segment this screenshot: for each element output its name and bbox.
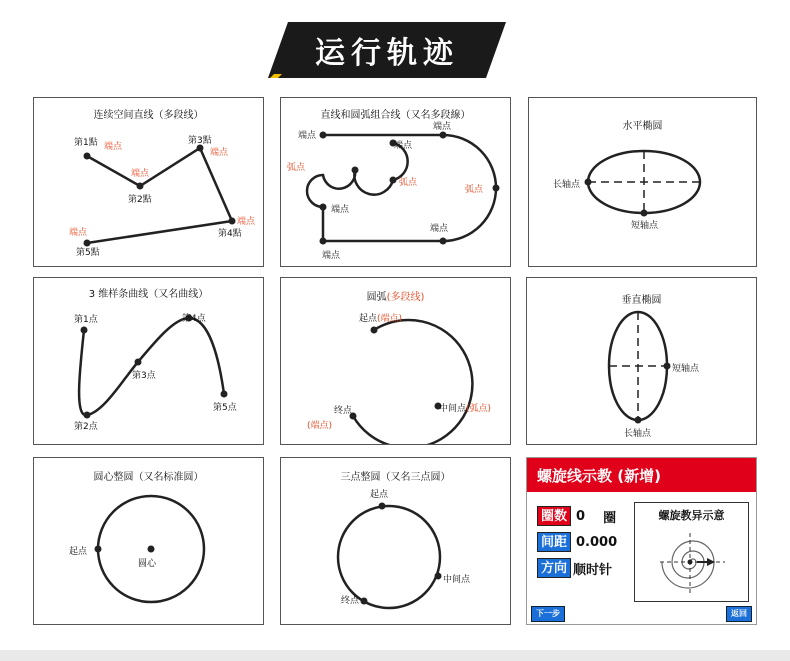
mid-note: (弧点) <box>466 404 492 414</box>
label-end-5: 端点 <box>69 228 88 238</box>
label-end-2: 端点 <box>433 122 452 132</box>
label-end-1: 端点 <box>104 142 123 152</box>
mid-text: 中间点 <box>439 404 467 414</box>
label-mid: 中间点 <box>443 575 471 585</box>
direction-value: 顺时针 <box>573 562 613 578</box>
turns-row <box>537 506 616 526</box>
spacing-tag[interactable]: 间距 <box>537 532 571 552</box>
panel-title: 圆心整圆（又名标准圆） <box>93 472 204 483</box>
label-arc-2: 弧点 <box>399 178 418 188</box>
spacing-value: 0.000 <box>576 534 618 550</box>
label-end-4: 端点 <box>237 217 256 227</box>
panel-spline <box>33 277 264 445</box>
label-point-2: 第2點 <box>128 195 152 205</box>
spiral-icon <box>635 503 748 601</box>
panel-center-circle <box>33 457 264 625</box>
turns-value: 0 <box>576 508 586 524</box>
direction-tag[interactable]: 方向 <box>537 558 571 578</box>
spline-diagram <box>34 278 263 444</box>
spiral-illustration-box <box>634 502 749 602</box>
label-end-1: 端点 <box>298 131 317 141</box>
label-end-5: 端点 <box>430 224 449 234</box>
label-mid <box>439 401 491 414</box>
panel-title: 直线和圆弧组合线（又名多段線） <box>320 110 471 121</box>
panel-title: 连续空间直线（多段线） <box>93 110 204 121</box>
spiral-header: 螺旋线示教 (新增) <box>527 458 756 492</box>
panel-title: 3 维样条曲线（又名曲线） <box>88 289 209 300</box>
arc-title-note: (多段线) <box>386 292 425 303</box>
label-point-1: 第1点 <box>74 315 98 325</box>
next-step-button[interactable]: 下一步 <box>531 606 565 622</box>
label-center: 圆心 <box>138 559 157 569</box>
turns-tag[interactable]: 圈数 <box>537 506 571 526</box>
start-note: (端点) <box>377 314 403 324</box>
footer-bar <box>0 650 790 661</box>
label-point-5: 第5点 <box>213 403 237 413</box>
panel-title: 水平椭圆 <box>622 121 663 132</box>
label-start <box>359 311 402 324</box>
label-point-2: 第2点 <box>74 422 98 432</box>
turns-unit: 圈 <box>603 510 617 526</box>
label-start: 起点 <box>370 490 389 500</box>
label-point-3: 第3點 <box>188 136 212 146</box>
vertical-ellipse-diagram <box>527 278 756 444</box>
three-point-circle-diagram <box>281 458 510 624</box>
panel-polyline <box>33 97 264 267</box>
point-2 <box>137 183 144 190</box>
panel-title: 垂直椭圆 <box>621 295 662 306</box>
label-end-3: 端点 <box>210 148 229 158</box>
panel-line-arc <box>280 97 511 267</box>
point-1 <box>84 153 91 160</box>
arc-title: 圆弧 <box>366 292 387 303</box>
banner <box>268 22 506 78</box>
center-circle-diagram <box>34 458 263 624</box>
label-end-note: (端点) <box>307 421 333 431</box>
spacing-row <box>537 532 617 552</box>
label-point-4: 第4点 <box>182 314 206 324</box>
label-point-3: 第3点 <box>132 371 156 381</box>
label-point-5: 第5點 <box>76 248 100 258</box>
start-text: 起点 <box>359 314 378 324</box>
label-end-4: 端点 <box>331 205 350 215</box>
label-arc-3: 弧点 <box>465 185 484 195</box>
spiral-box-title: 螺旋教异示意 <box>658 509 725 522</box>
panel-spiral-teach <box>526 457 757 625</box>
label-start: 起点 <box>69 547 88 557</box>
panel-three-point-circle <box>280 457 511 625</box>
label-end: 终点 <box>341 596 360 606</box>
panel-vertical-ellipse <box>526 277 757 445</box>
label-arc-1: 弧点 <box>287 163 306 173</box>
back-button[interactable]: 返回 <box>726 606 752 622</box>
panel-title: 三点整圆（又名三点圆） <box>340 472 451 483</box>
panel-arc <box>280 277 511 445</box>
label-end: 终点 <box>334 406 353 416</box>
label-major-axis: 长轴点 <box>553 180 581 190</box>
label-end-3: 端点 <box>394 141 413 151</box>
point-4 <box>229 218 236 225</box>
polyline-diagram <box>34 98 263 266</box>
label-minor-axis: 短轴点 <box>672 364 700 374</box>
label-major-axis: 长轴点 <box>624 429 652 439</box>
label-end-2: 端点 <box>131 169 150 179</box>
label-point-4: 第4點 <box>218 229 242 239</box>
banner-title: 运行轨迹 <box>315 36 459 71</box>
label-point-1: 第1點 <box>74 138 98 148</box>
direction-row <box>537 558 612 578</box>
label-end-6: 端点 <box>322 251 341 261</box>
label-minor-axis: 短轴点 <box>631 221 659 231</box>
panel-horizontal-ellipse <box>528 97 757 267</box>
